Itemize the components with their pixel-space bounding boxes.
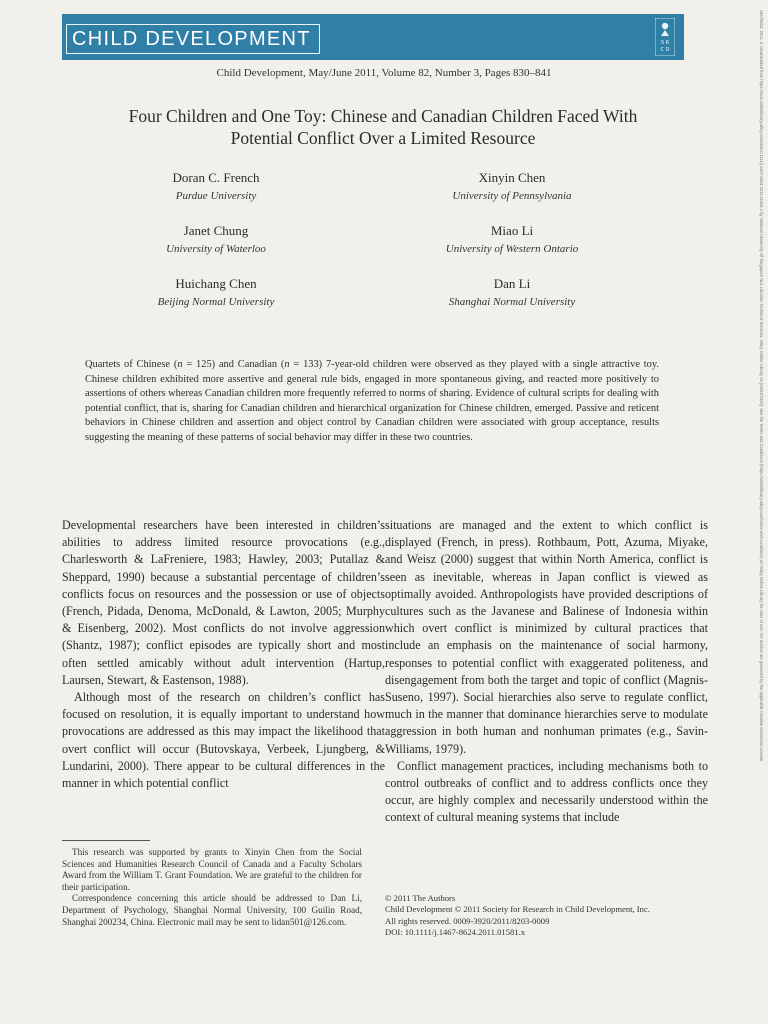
copyright-line: Child Development © 2011 Society for Research in Child Development, Inc. [385,904,650,915]
author-name: Janet Chung [183,223,249,238]
author-name: Miao Li [490,223,534,238]
footnote-funding: This research was supported by grants to Xinyin Chen from the Social Sciences and Humanities Research Council of Canada and a Faculty Scholars Award from the William T. Grant Foundation. We are grateful to the children for their participation. [62,847,362,892]
author-affiliation: Beijing Normal University [157,296,275,308]
author-affiliation: Purdue University [175,190,257,202]
abstract-n-symbol: n [177,359,183,370]
srcd-logo-icon [655,18,675,56]
body-paragraph: Although most of the research on children’s conflict has focused on resolution, it is equally important to understand how provocations are addressed as this may impact the likelihood that overt conflict will occur (Butovskaya, Verbeek, Ljungberg, & Lundarini, 2000). There appear to be cultural differences in the manner in which potential conflict [62,690,385,791]
abstract [85,358,659,446]
footnote-divider [62,840,150,841]
title-line-1: Four Children and One Toy: Chinese and Canadian Children Faced With [128,106,638,126]
author-affiliation: University of Pennsylvania [452,190,572,202]
author-affiliation: Shanghai Normal University [448,296,576,308]
author-name: Dan Li [493,276,531,291]
body-column-right [385,517,708,827]
author-affiliation: University of Western Ontario [445,243,579,255]
download-sidebar [752,6,766,1020]
abstract-text: = 133) 7-year-old children were observed as they played with a single attractive toy. Chinese children exhibited more assertive and general rule bids, engaged in more spontaneous giving, and reacted more positively to assertions of others whereas Canadian children more frequently referred to norms of sharing. Evidence of cultural scripts for dealing with potential conflict, that is, sharing for Canadian children and hierarchical organization for Chinese children, emerged. Passive and reticent behaviors in Chinese children and assertion and object control by Canadian children were associated with group acceptance, results suggesting the meaning of these patterns of social behavior may differ in these two countries. [85,359,659,443]
copyright-line: All rights reserved. 0009-3920/2011/8203-0009 [385,915,550,926]
author-block [96,170,336,204]
abstract-text: = 125) and Canadian ( [182,359,285,370]
author-block [392,276,632,310]
body-paragraph: Conflict management practices, including mechanisms both to control outbreaks of conflict and to address conflicts once they occur, are highly complex and necessarily understood within the context of cultural meaning systems that include [385,758,708,825]
body-paragraph: Developmental researchers have been interested in children’s abilities to address limited resource provocations (e.g., Charlesworth & LaFreniere, 1983; Hawley, 2003; Putallaz & Sheppard, 1990) because a substantial percentage of children’s conflicts focus on resources and the possession or use of objects (French, Pidada, Denoma, McDonald, & Lawton, 2005; Murphy & Eisenberg, 2002). Most conflicts do not involve aggression (Shantz, 1987); conflict episodes are typically short and most often settled amicably without adult intervention (Hartup, Laursen, Stewart, & Eastenson, 1988). [62,518,385,687]
author-block [96,276,336,310]
doi: DOI: 10.1111/j.1467-8624.2011.01581.x [385,926,526,937]
author-affiliation: University of Waterloo [166,243,266,255]
body-paragraph: situations are managed and the extent to which conflict is displayed (French, in press). Rothbaum, Pott, Azuma, Miyake, and Weisz (2000) suggest that within North America, conflict is seen as inevitable, whereas in Japan conflict is viewed as optimally avoided. Anthropologists have provided descriptions of cultures such as the Javanese and Balinese of Indonesia within which overt conflict is minimized by cultural practices that include an emphasis on the maintenance of social harmony, responses to potential conflict with exaggerated politeness, and disengagement from both the target and topic of conflict (Magnis-Suseno, 1997). Social hierarchies also serve to regulate conflict, much in the manner that dominance hierarchies serve to modulate aggression in both human and nonhuman primates (e.g., Savin-Williams, 1979). [385,518,708,756]
footnote-correspondence: Correspondence concerning this article should be addressed to Dan Li, Department of Psychology, Shanghai Normal University, 100 Guilin Road, Shanghai 200234, China. Electronic mail may be sent to lidan501@126.com. [62,893,362,927]
author-block [392,170,632,204]
article-title [60,105,706,149]
journal-citation: Child Development, May/June 2011, Volume 82, Number 3, Pages 830–841 [216,67,552,79]
copyright-line: © 2011 The Authors [385,893,456,903]
svg-text:S R: S R [660,40,670,46]
author-name: Huichang Chen [175,276,257,291]
svg-text:C D: C D [660,47,670,53]
body-column-left [62,517,385,792]
footnotes [62,847,362,928]
title-line-2: Potential Conflict Over a Limited Resource [230,128,536,148]
author-name: Xinyin Chen [478,170,546,185]
journal-name: CHILD DEVELOPMENT [72,28,311,50]
abstract-text: Quartets of Chinese ( [85,359,178,370]
author-block [96,223,336,257]
journal-banner [62,14,684,60]
copyright-block [385,893,705,938]
author-block [392,223,632,257]
abstract-n-symbol: n [284,359,290,370]
author-name: Doran C. French [172,170,260,185]
download-notice: 14678624, 2011, 3, Downloaded from https://srcd.onlinelibrary.wiley.com/doi/10.1111/j.1467-8624.2011.01581.x by National University Of Singapore Nus Libraries Technical Services, Wiley Online Library on [04/03/2025]. See the Terms and Conditions (https://onlinelibrary.wiley.com/terms-and-conditions) on Wiley Online Library for rules of use; OA articles are governed by the applicable Creative Commons License [759,10,764,762]
